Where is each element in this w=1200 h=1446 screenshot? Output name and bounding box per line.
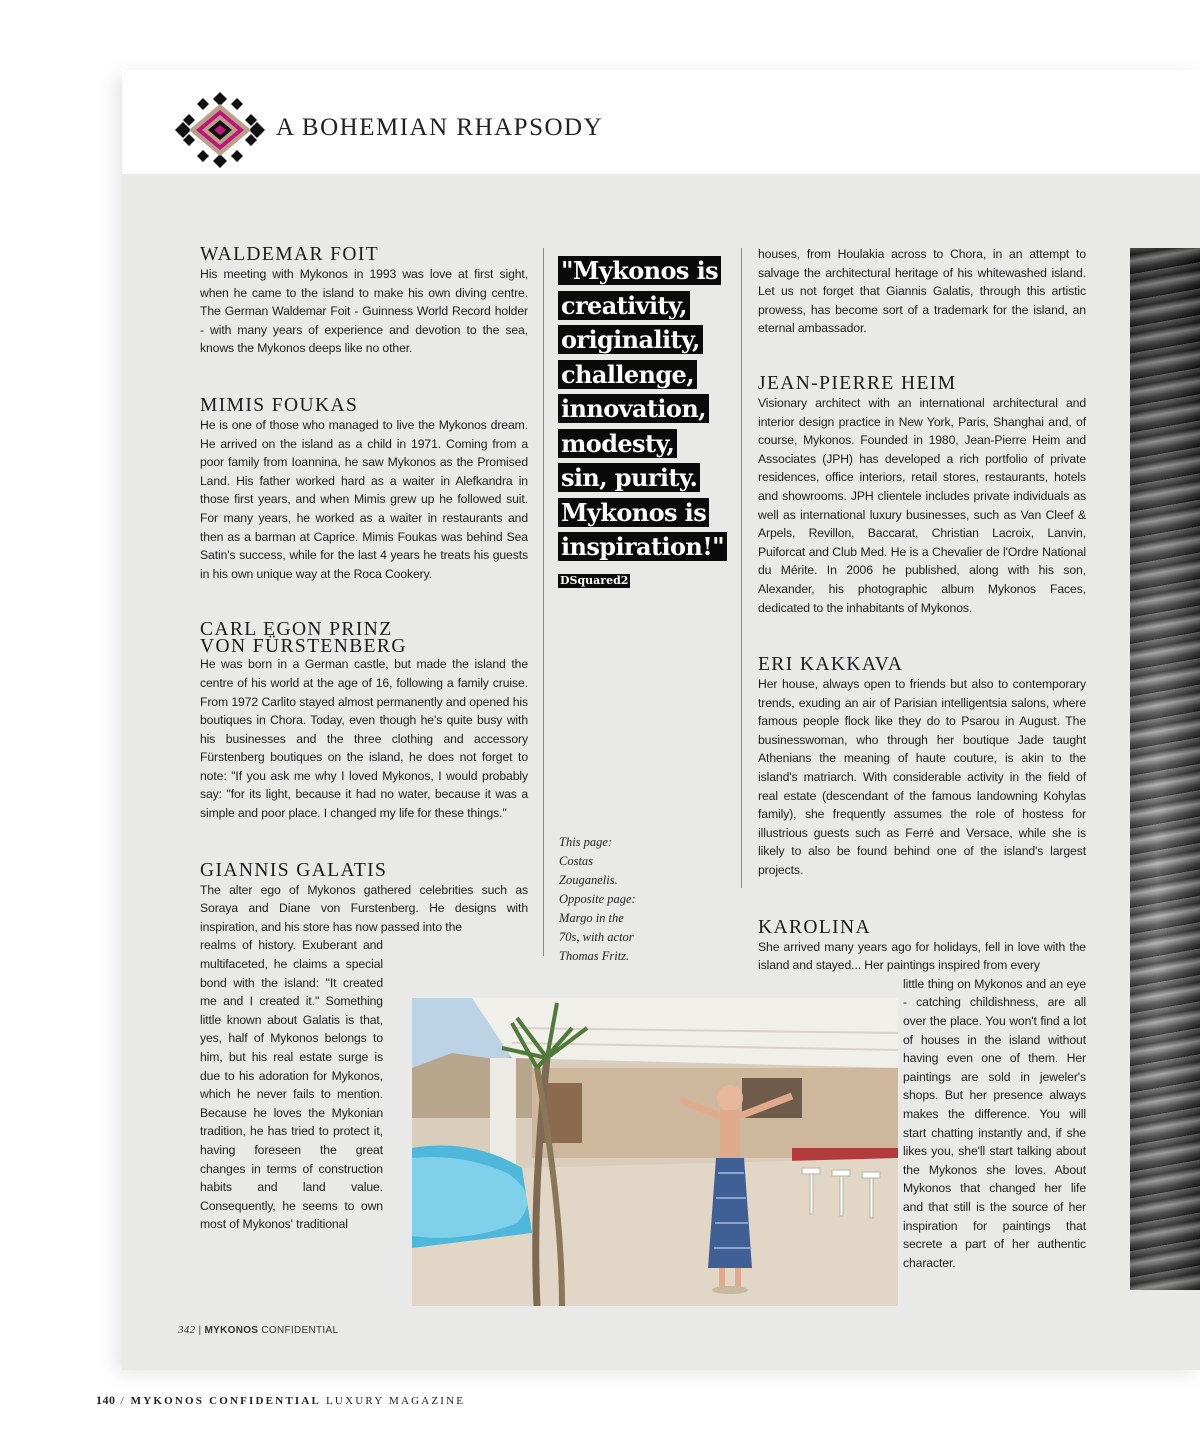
quote-line: "Mykonos is xyxy=(558,256,721,285)
quote-line: modesty, xyxy=(558,429,677,458)
quote-line: Mykonos is xyxy=(558,498,709,527)
profile-jean-pierre-heim xyxy=(758,374,1086,617)
inner-page-footer xyxy=(178,1324,338,1336)
caption-line: Thomas Fritz. xyxy=(559,949,630,963)
footer-separator: / xyxy=(120,1395,126,1407)
profile-name: MIMIS FOUKAS xyxy=(200,394,359,416)
photo-caption xyxy=(559,833,659,966)
profile-text: He was born in a German castle, but made the island the centre of his world at the age of 16, following a family cruise. From 1972 Carlito stayed almost permanently and opened his boutiques in Chora. Today, even though he's quite busy with his businesses and the three clothing and accessory Fürstenberg boutiques on the island, he does not forget to note: "If you ask me why I loved Mykonos, I would probably say: "for its light, because it had no water, because it was a simple and poor place. I changed my life for these things." xyxy=(200,657,528,821)
quote-line: challenge, xyxy=(558,360,697,389)
footer-suffix: LUXURY MAGAZINE xyxy=(326,1395,466,1407)
inner-page-number: 342 xyxy=(178,1324,196,1336)
profile-text: He is one of those who managed to live the Mykonos dream. He arrived on the island as a child in 1971. Coming from a poor family from Ioannina, he saw Mykonos as the Promised Land. His father worked hard as a waiter in Alefkandra in those first years, and when Mimis grew up he followed suit. For many years, he worked as a waiter in restaurants and then as a barman at Caprice. Mimis Foukas was behind Sea Satin's success, while for the last 4 years he treats his guests in his own unique way at the Roca Cookery. xyxy=(200,417,528,581)
outer-page-number: 140 xyxy=(96,1393,116,1407)
profile-name: ERI KAKKAVA xyxy=(758,654,904,676)
profile-text: She arrived many years ago for holidays, fell in love with the island and stayed... Her paintings inspired from every xyxy=(758,939,1086,973)
profile-text: The alter ego of Mykonos gathered celebrities such as Soraya and Diane von Furstenberg. He designs with inspiration, and his store has now passed into the xyxy=(200,882,528,934)
profile-name-line1: CARL EGON PRINZ xyxy=(200,619,393,641)
profile-name: KAROLINA xyxy=(758,916,872,938)
profile-text: Visionary architect with an international architectural and interior design practice in New York, Paris, Shanghai and, of course, Mykonos. Founded in 1980, Jean-Pierre Heim and Associates (JPH) has developed a rich portfolio of private residences, office interiors, retail stores, restaurants, hotels and showrooms. JPH clientele includes private individuals as well as international luxury businesses, such as Van Cleef & Arpels, Revillon, Baccarat, Christian Lacroix, Lanvin, Puiforcat and Club Med. He is a Chevalier de l'Ordre National du Mérite. In 2006 he published, along with his son, Alexander, his photographic album Mykonos Faces, dedicated to the inhabitants of Mykonos. xyxy=(758,395,1086,615)
pull-quote xyxy=(558,254,738,565)
quote-line: sin, purity. xyxy=(558,463,700,492)
profile-mimis-foukas xyxy=(200,396,528,583)
diamond-ornament-icon xyxy=(175,92,265,168)
caption-line: 70s, with actor xyxy=(559,930,634,944)
profile-text-continued: little thing on Mykonos and an eye - catching childishness, are all over the place. You won't find a lot of houses in the island without having even one of them. Her paintings are sold in jeweler's shops. But her presence always makes the difference. You will start chatting instantly and, if she likes you, she'll start talking about the Mykonos she loves. About Mykonos that changed her life and that still is the source of her inspiration for paintings that secrete a part of her authentic character. xyxy=(903,976,1086,1270)
outer-page-footer xyxy=(96,1393,465,1408)
profile-eri-kakkava xyxy=(758,655,1086,880)
column-divider-right xyxy=(741,248,742,888)
profile-name-line2: VON FÜRSTENBERG xyxy=(200,636,407,658)
section-title: A BOHEMIAN RHAPSODY xyxy=(276,114,604,141)
quote-credit: DSquared2 xyxy=(560,574,629,587)
footer-brand: MYKONOS CONFIDENTIAL xyxy=(130,1395,322,1407)
quote-line: creativity, xyxy=(558,291,690,320)
profile-carl-egon xyxy=(200,621,528,822)
profile-name: WALDEMAR FOIT xyxy=(200,244,380,265)
profile-text: Her house, always open to friends but also to contemporary trends, exuding an air of Parisian intelligentsia salons, where famous people flock like they do to Psarou in August. The businesswoman, who through her boutique Jade taught Athenians the meaning of haute couture, is akin to the island's matriarch. With considerable activity in the field of real estate (descendant of the famous landowning Kohylas family), she frequently assumes the role of hostess for illustrious guests such as Ferré and Versace, while she is likely to also be found behind one of the island's largest projects. xyxy=(758,677,1086,878)
galatis-continued-text: houses, from Houlakia across to Chora, in an attempt to salvage the architectural heritage of his whitewashed island. Let us not forget that Giannis Galatis, through this artistic prowess, has become sort of a trademark for the island, an eternal ambassador. xyxy=(758,247,1086,336)
caption-line: Costas xyxy=(559,854,594,868)
caption-line: This page: xyxy=(559,835,613,849)
profile-name: JEAN-PIERRE HEIM xyxy=(758,372,957,394)
caption-line: Opposite page: xyxy=(559,892,636,906)
profile-text: His meeting with Mykonos in 1993 was love at first sight, when he came to the island to make his own diving centre. The German Waldemar Foit - Guinness World Record holder - with many years of experience and devotion to the sea, knows the Mykonos deeps like no other. xyxy=(200,267,528,356)
pool-bar-photo xyxy=(412,998,898,1306)
footer-brand: MYKONOS xyxy=(204,1325,259,1336)
quote-line: innovation, xyxy=(558,394,709,423)
opposite-page-photo xyxy=(1130,248,1200,1290)
caption-line: Zouganelis. xyxy=(559,873,618,887)
profile-waldemar-foit xyxy=(200,245,528,358)
quote-line: inspiration!" xyxy=(558,532,727,561)
column-divider-left xyxy=(543,248,544,956)
footer-suffix: CONFIDENTIAL xyxy=(261,1325,339,1336)
caption-line: Margo in the xyxy=(559,911,624,925)
profile-name: GIANNIS GALATIS xyxy=(200,859,388,881)
profile-text-continued: realms of history. Exuberant and multifaceted, he claims a special bond with the island: "It created me and I created it." Something little known about Galatis is that, yes, half of Mykonos belongs to him, but his real estate surge is due to his adoration for Mykonos, which he never fails to mention. Because he loves the Mykonian tradition, he has tried to protect it, having foreseen the great changes in terms of construction habits and land value. Consequently, he seems to own most of Mykonos' traditional xyxy=(200,938,383,1232)
quote-line: originality, xyxy=(558,325,703,354)
footer-separator: | xyxy=(198,1325,202,1336)
